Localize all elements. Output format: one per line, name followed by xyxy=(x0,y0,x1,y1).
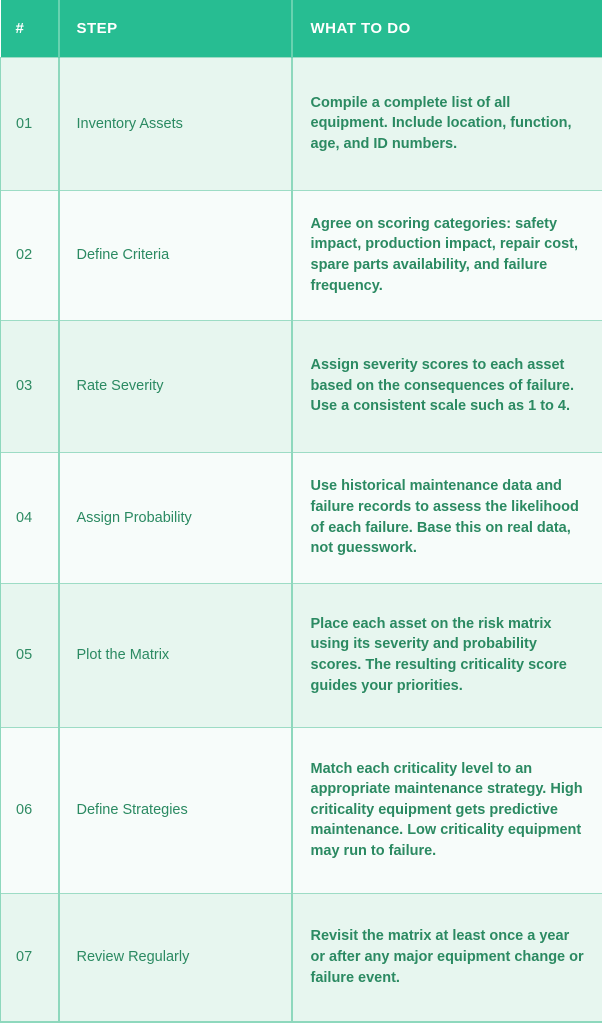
table-row xyxy=(1,583,602,727)
table-row xyxy=(1,452,602,583)
row-description: Compile a complete list of all equipment. Include location, function, age, and ID numbers. xyxy=(292,57,602,190)
table-row xyxy=(1,727,602,893)
row-description: Use historical maintenance data and failure records to assess the likelihood of each failure. Base this on real data, not guesswork. xyxy=(292,452,602,583)
row-number: 03 xyxy=(1,320,59,452)
column-header-step: STEP xyxy=(59,0,292,57)
row-description: Revisit the matrix at least once a year or after any major equipment change or failure event. xyxy=(292,893,602,1022)
table-row xyxy=(1,190,602,320)
table-header xyxy=(1,0,602,57)
row-step-title: Assign Probability xyxy=(59,452,292,583)
row-step-title: Plot the Matrix xyxy=(59,583,292,727)
row-number: 04 xyxy=(1,452,59,583)
row-number: 07 xyxy=(1,893,59,1022)
table-row xyxy=(1,57,602,190)
row-description: Agree on scoring categories: safety impact, production impact, repair cost, spare parts availability, and failure frequency. xyxy=(292,190,602,320)
column-header-what-to-do: WHAT TO DO xyxy=(292,0,602,57)
row-step-title: Review Regularly xyxy=(59,893,292,1022)
row-step-title: Inventory Assets xyxy=(59,57,292,190)
table-row xyxy=(1,893,602,1022)
row-description: Match each criticality level to an appropriate maintenance strategy. High criticality equipment gets predictive maintenance. Low criticality equipment may run to failure. xyxy=(292,727,602,893)
row-description: Place each asset on the risk matrix using its severity and probability scores. The resulting criticality score guides your priorities. xyxy=(292,583,602,727)
row-step-title: Rate Severity xyxy=(59,320,292,452)
row-step-title: Define Strategies xyxy=(59,727,292,893)
row-number: 01 xyxy=(1,57,59,190)
table-body xyxy=(1,57,602,1022)
row-number: 06 xyxy=(1,727,59,893)
row-step-title: Define Criteria xyxy=(59,190,292,320)
row-number: 02 xyxy=(1,190,59,320)
table-row xyxy=(1,320,602,452)
column-header-number: # xyxy=(1,0,59,57)
row-number: 05 xyxy=(1,583,59,727)
row-description: Assign severity scores to each asset based on the consequences of failure. Use a consistent scale such as 1 to 4. xyxy=(292,320,602,452)
table-header-row xyxy=(1,0,602,57)
